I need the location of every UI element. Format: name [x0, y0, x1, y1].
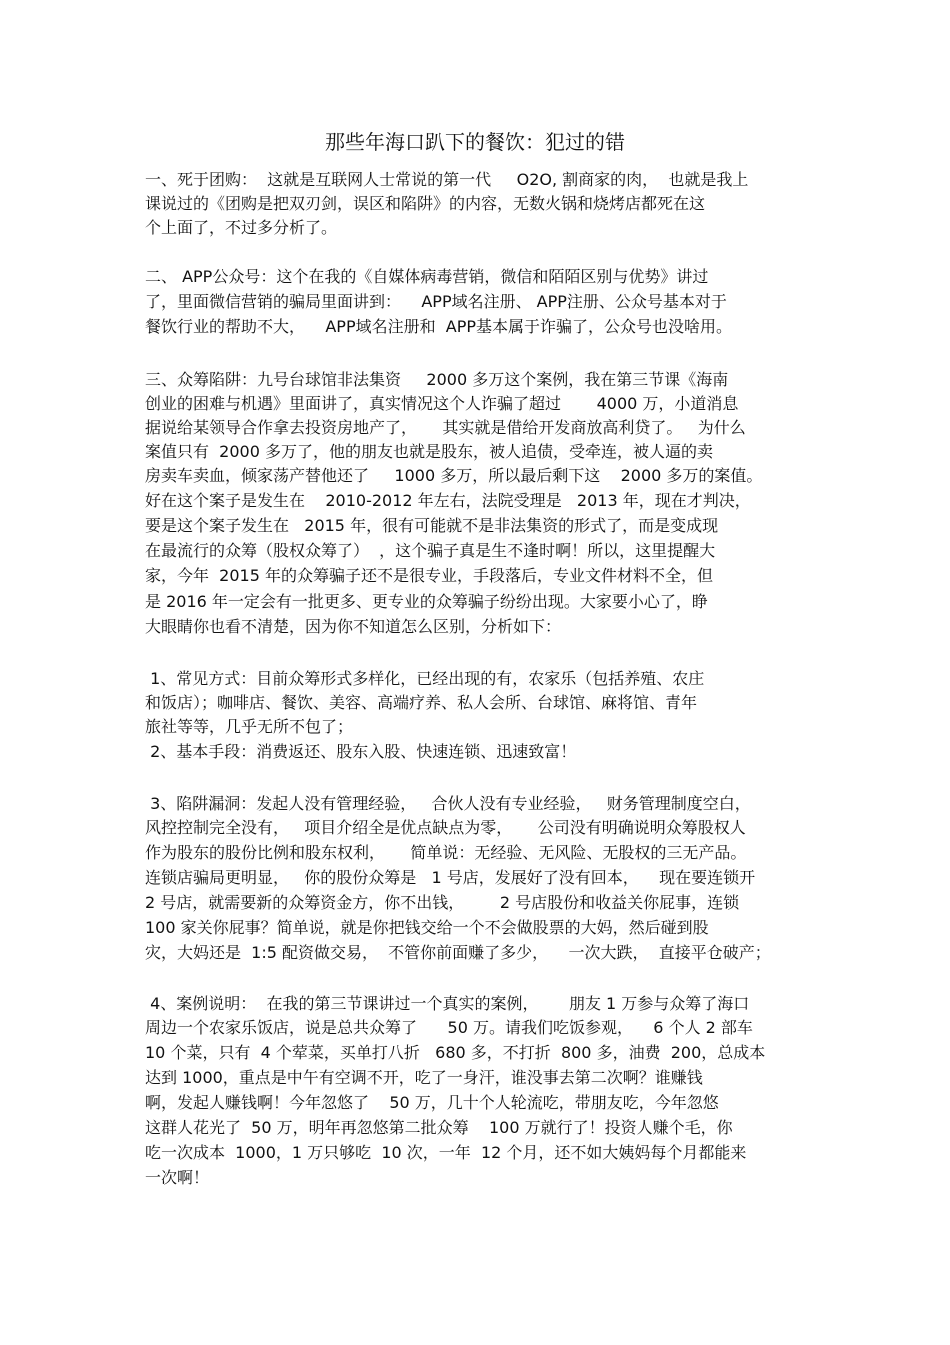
- paragraph-line: 大眼睛你也看不清楚，因为你不知道怎么区别，分析如下：: [145, 617, 562, 636]
- paragraph-line: 案值只有 2000 多万了，他的朋友也就是股东，被人追债，受牵连，被人逼的卖: [145, 442, 713, 461]
- paragraph-line: 2 号店，就需要新的众筹资金方，你不出钱， 2 号店股份和收益关你屁事，连锁: [145, 893, 740, 912]
- paragraph-line: 达到 1000，重点是中午有空调不开，吃了一身汗，谁没事去第二次啊？谁赚钱: [145, 1068, 703, 1087]
- paragraph-line: 3、陷阱漏洞：发起人没有管理经验， 合伙人没有专业经验， 财务管理制度空白，: [145, 794, 751, 813]
- paragraph-line: 了，里面微信营销的骗局里面讲到： APP域名注册、 APP注册、公众号基本对于: [145, 292, 727, 311]
- paragraph-line: 4、案例说明： 在我的第三节课讲过一个真实的案例， 朋友 1 万参与众筹了海口: [145, 994, 750, 1013]
- paragraph-line: 房卖车卖血，倾家荡产替他还了 1000 多万，所以最后剩下这 2000 多万的案值。: [145, 466, 763, 485]
- paragraph-line: 100 家关你屁事？简单说，就是你把钱交给一个不会做股票的大妈，然后碰到股: [145, 918, 709, 937]
- paragraph-line: 吃一次成本 1000，1 万只够吃 10 次，一年 12 个月，还不如大姨妈每个月都能来: [145, 1143, 747, 1162]
- paragraph-line: 三、众筹陷阱：九号台球馆非法集资 2000 多万这个案例，我在第三节课《海南: [145, 370, 729, 389]
- paragraph-line: 餐饮行业的帮助不大， APP域名注册和 APP基本属于诈骗了，公众号也没啥用。: [145, 317, 733, 336]
- paragraph-line: 10 个菜，只有 4 个荤菜，买单打八折 680 多，不打折 800 多，油费 200，总成本: [145, 1043, 766, 1062]
- paragraph-line: 2、基本手段：消费返还、股东入股、快速连锁、迅速致富！: [145, 742, 577, 761]
- paragraph-line: 家，今年 2015 年的众筹骗子还不是很专业，手段落后，专业文件材料不全，但: [145, 566, 713, 585]
- paragraph-line: 灾，大妈还是 1:5 配资做交易， 不管你前面赚了多少， 一次大跌， 直接平仓破产；: [145, 943, 771, 962]
- paragraph-line: 好在这个案子是发生在 2010-2012 年左右，法院受理是 2013 年，现在才判决，: [145, 491, 751, 510]
- paragraph-line: 在最流行的众筹（股权众筹了） ，这个骗子真是生不逢时啊！所以，这里提醒大: [145, 541, 716, 560]
- paragraph-line: 据说给某领导合作拿去投资房地产了， 其实就是借给开发商放高利贷了。 为什么: [145, 418, 746, 437]
- paragraph-line: 周边一个农家乐饭店，说是总共众筹了 50 万。请我们吃饭参观， 6 个人 2 部车: [145, 1018, 753, 1037]
- paragraph-line: 创业的困难与机遇》里面讲了，真实情况这个人诈骗了超过 4000 万，小道消息: [145, 394, 739, 413]
- paragraph-line: 作为股东的股份比例和股东权利， 简单说：无经验、无风险、无股权的三无产品。: [145, 843, 747, 862]
- paragraph-line: 这群人花光了 50 万，明年再忽悠第二批众筹 100 万就行了！投资人赚个毛，你: [145, 1118, 733, 1137]
- paragraph-line: 1、常见方式：目前众筹形式多样化，已经出现的有，农家乐（包括养殖、农庄: [145, 669, 705, 688]
- paragraph-line: 一、死于团购： 这就是互联网人士常说的第一代 O2O, 割商家的肉， 也就是我上: [145, 170, 749, 189]
- document-title: 那些年海口趴下的餐饮：犯过的错: [325, 130, 625, 154]
- paragraph-line: 二、 APP公众号：这个在我的《自媒体病毒营销，微信和陌陌区别与优势》讲过: [145, 267, 709, 286]
- paragraph-line: 一次啊！: [145, 1168, 210, 1187]
- paragraph-line: 个上面了，不过多分析了。: [145, 218, 338, 237]
- paragraph-line: 连锁店骗局更明显， 你的股份众筹是 1 号店，发展好了没有回本， 现在要连锁开: [145, 868, 756, 887]
- paragraph-line: 旅社等等，几乎无所不包了；: [145, 717, 354, 736]
- paragraph-line: 风控控制完全没有， 项目介绍全是优点缺点为零， 公司没有明确说明众筹股权人: [145, 818, 746, 837]
- paragraph-line: 课说过的《团购是把双刃剑，误区和陷阱》的内容，无数火锅和烧烤店都死在这: [145, 194, 706, 213]
- paragraph-line: 啊，发起人赚钱啊！今年忽悠了 50 万，几十个人轮流吃，带朋友吃，今年忽悠: [145, 1093, 719, 1112]
- paragraph-line: 要是这个案子发生在 2015 年，很有可能就不是非法集资的形式了，而是变成现: [145, 516, 719, 535]
- paragraph-line: 和饭店）；咖啡店、餐饮、美容、高端疗养、私人会所、台球馆、麻将馆、青年: [145, 693, 698, 712]
- paragraph-line: 是 2016 年一定会有一批更多、更专业的众筹骗子纷纷出现。大家要小心了，睁: [145, 592, 708, 611]
